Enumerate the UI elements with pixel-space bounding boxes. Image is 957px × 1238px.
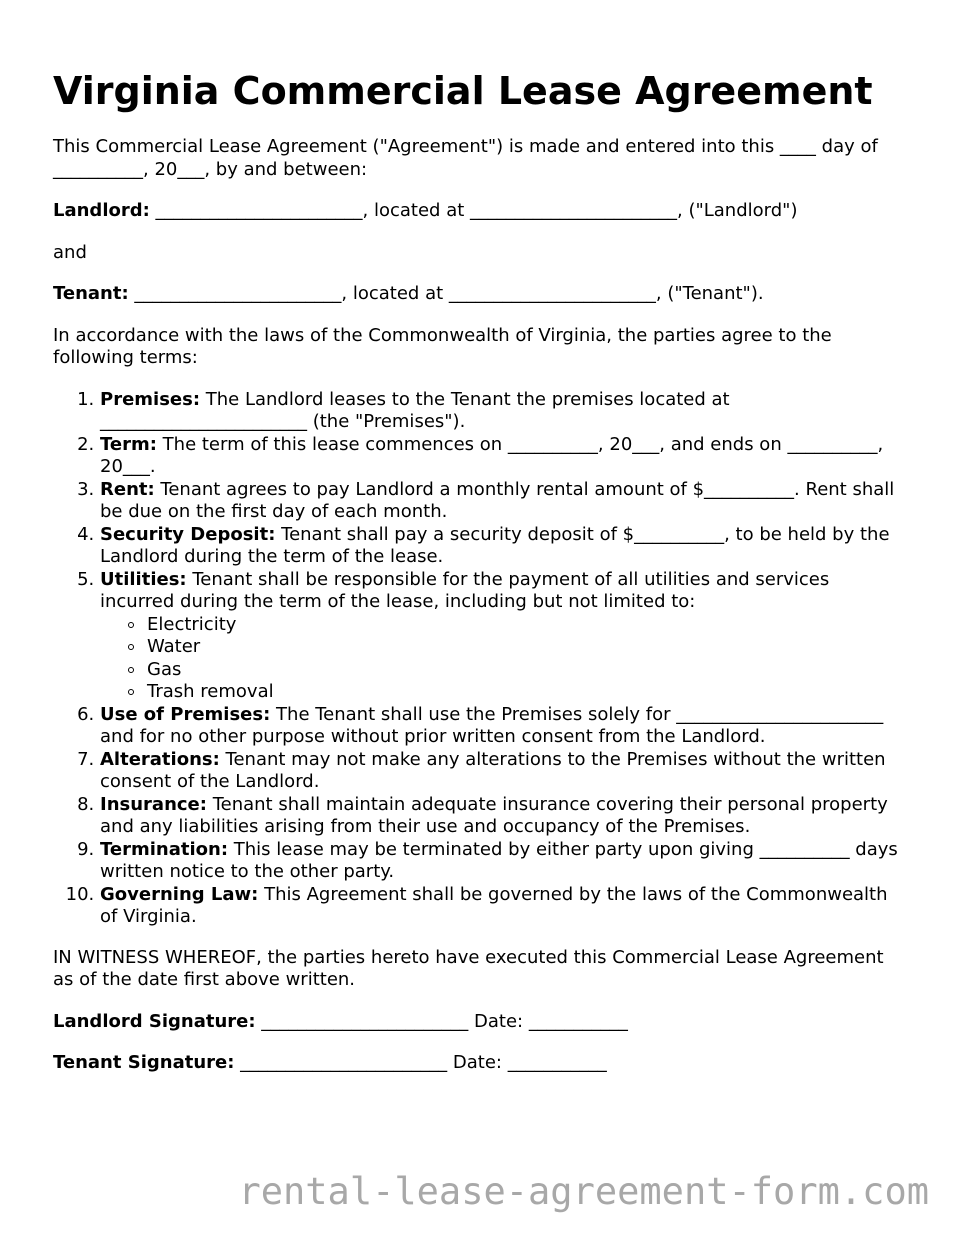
landlord-signature-line: [53, 1011, 903, 1034]
and-text: and: [53, 241, 87, 263]
term-label: Term:: [100, 433, 157, 455]
term-label: Security Deposit:: [100, 523, 276, 545]
circle-bullet-icon: [128, 689, 134, 695]
circle-bullet-icon: [128, 644, 134, 650]
term-label: Termination:: [100, 838, 229, 860]
term-label: Premises:: [100, 388, 201, 410]
landlord-label: Landlord:: [53, 200, 150, 221]
utility-item: Water: [147, 636, 903, 659]
tenant-line: [53, 283, 903, 306]
circle-bullet-icon: [128, 667, 134, 673]
accordance-paragraph: In accordance with the laws of the Commonwealth of Virginia, the parties agree to the following terms:: [53, 324, 832, 368]
terms-list: [53, 389, 903, 929]
tenant-label: Tenant:: [53, 283, 129, 304]
term-premises: [100, 389, 903, 434]
term-label: Use of Premises:: [100, 703, 271, 725]
intro-paragraph: This Commercial Lease Agreement ("Agreement") is made and entered into this ____ day of __________, 20___, by and between:: [53, 136, 878, 180]
tenant-text: _______________________, located at _______________________, ("Tenant").: [128, 283, 764, 304]
term-label: Utilities:: [100, 568, 187, 590]
term-text: Tenant shall maintain adequate insurance covering their personal property and any liabilities arising from their use and occupancy of the Premises.: [100, 793, 888, 837]
landlord-signature-blank: _______________________ Date: ___________: [255, 1010, 628, 1032]
term-rent: [100, 479, 903, 524]
tenant-signature-line: [53, 1052, 903, 1075]
term-text: This Agreement shall be governed by the laws of the Commonwealth of Virginia.: [100, 883, 888, 927]
term-security-deposit: [100, 524, 903, 569]
term-text: The term of this lease commences on __________, 20___, and ends on __________, 20___.: [100, 433, 884, 477]
term-governing-law: [100, 884, 903, 929]
term-term: [100, 434, 903, 479]
term-text: Tenant shall pay a security deposit of $__________, to be held by the Landlord during the term of the lease.: [100, 523, 890, 567]
term-text: This lease may be terminated by either party upon giving __________ days written notice to the other party.: [100, 838, 898, 882]
circle-bullet-icon: [128, 622, 134, 628]
term-text: Tenant may not make any alterations to the Premises without the written consent of the Landlord.: [100, 748, 886, 792]
watermark-text: rental-lease-agreement-form.com: [238, 1170, 929, 1213]
document-page: [53, 66, 903, 1094]
utility-item: Gas: [147, 659, 903, 682]
tenant-signature-blank: _______________________ Date: ___________: [234, 1052, 607, 1073]
term-use-of-premises: [100, 704, 903, 749]
landlord-signature-label: Landlord Signature:: [53, 1010, 256, 1032]
term-termination: [100, 839, 903, 884]
term-text: The Tenant shall use the Premises solely for _______________________ and for no other purpose without prior written consent from the Landlord.: [100, 703, 884, 747]
tenant-signature-label: Tenant Signature:: [53, 1052, 235, 1073]
term-label: Insurance:: [100, 793, 207, 815]
utility-item: Trash removal: [147, 681, 903, 704]
utility-item: Electricity: [147, 614, 903, 637]
landlord-text: _______________________, located at _______________________, ("Landlord"): [149, 200, 798, 221]
term-label: Alterations:: [100, 748, 220, 770]
term-text: The Landlord leases to the Tenant the premises located at _______________________ (the "Premises").: [100, 388, 730, 432]
term-insurance: [100, 794, 903, 839]
term-alterations: [100, 749, 903, 794]
document-title: Virginia Commercial Lease Agreement: [53, 69, 873, 113]
term-label: Rent:: [100, 478, 155, 500]
landlord-line: [53, 200, 903, 223]
term-label: Governing Law:: [100, 883, 259, 905]
term-utilities: [100, 569, 903, 704]
term-text: Tenant shall be responsible for the payment of all utilities and services incurred during the term of the lease, including but not limited to:: [100, 568, 830, 612]
utilities-list: [100, 614, 903, 704]
witness-paragraph: IN WITNESS WHEREOF, the parties hereto have executed this Commercial Lease Agreement as of the date first above written.: [53, 946, 884, 990]
term-text: Tenant agrees to pay Landlord a monthly rental amount of $__________. Rent shall be due on the first day of each month.: [100, 478, 895, 522]
